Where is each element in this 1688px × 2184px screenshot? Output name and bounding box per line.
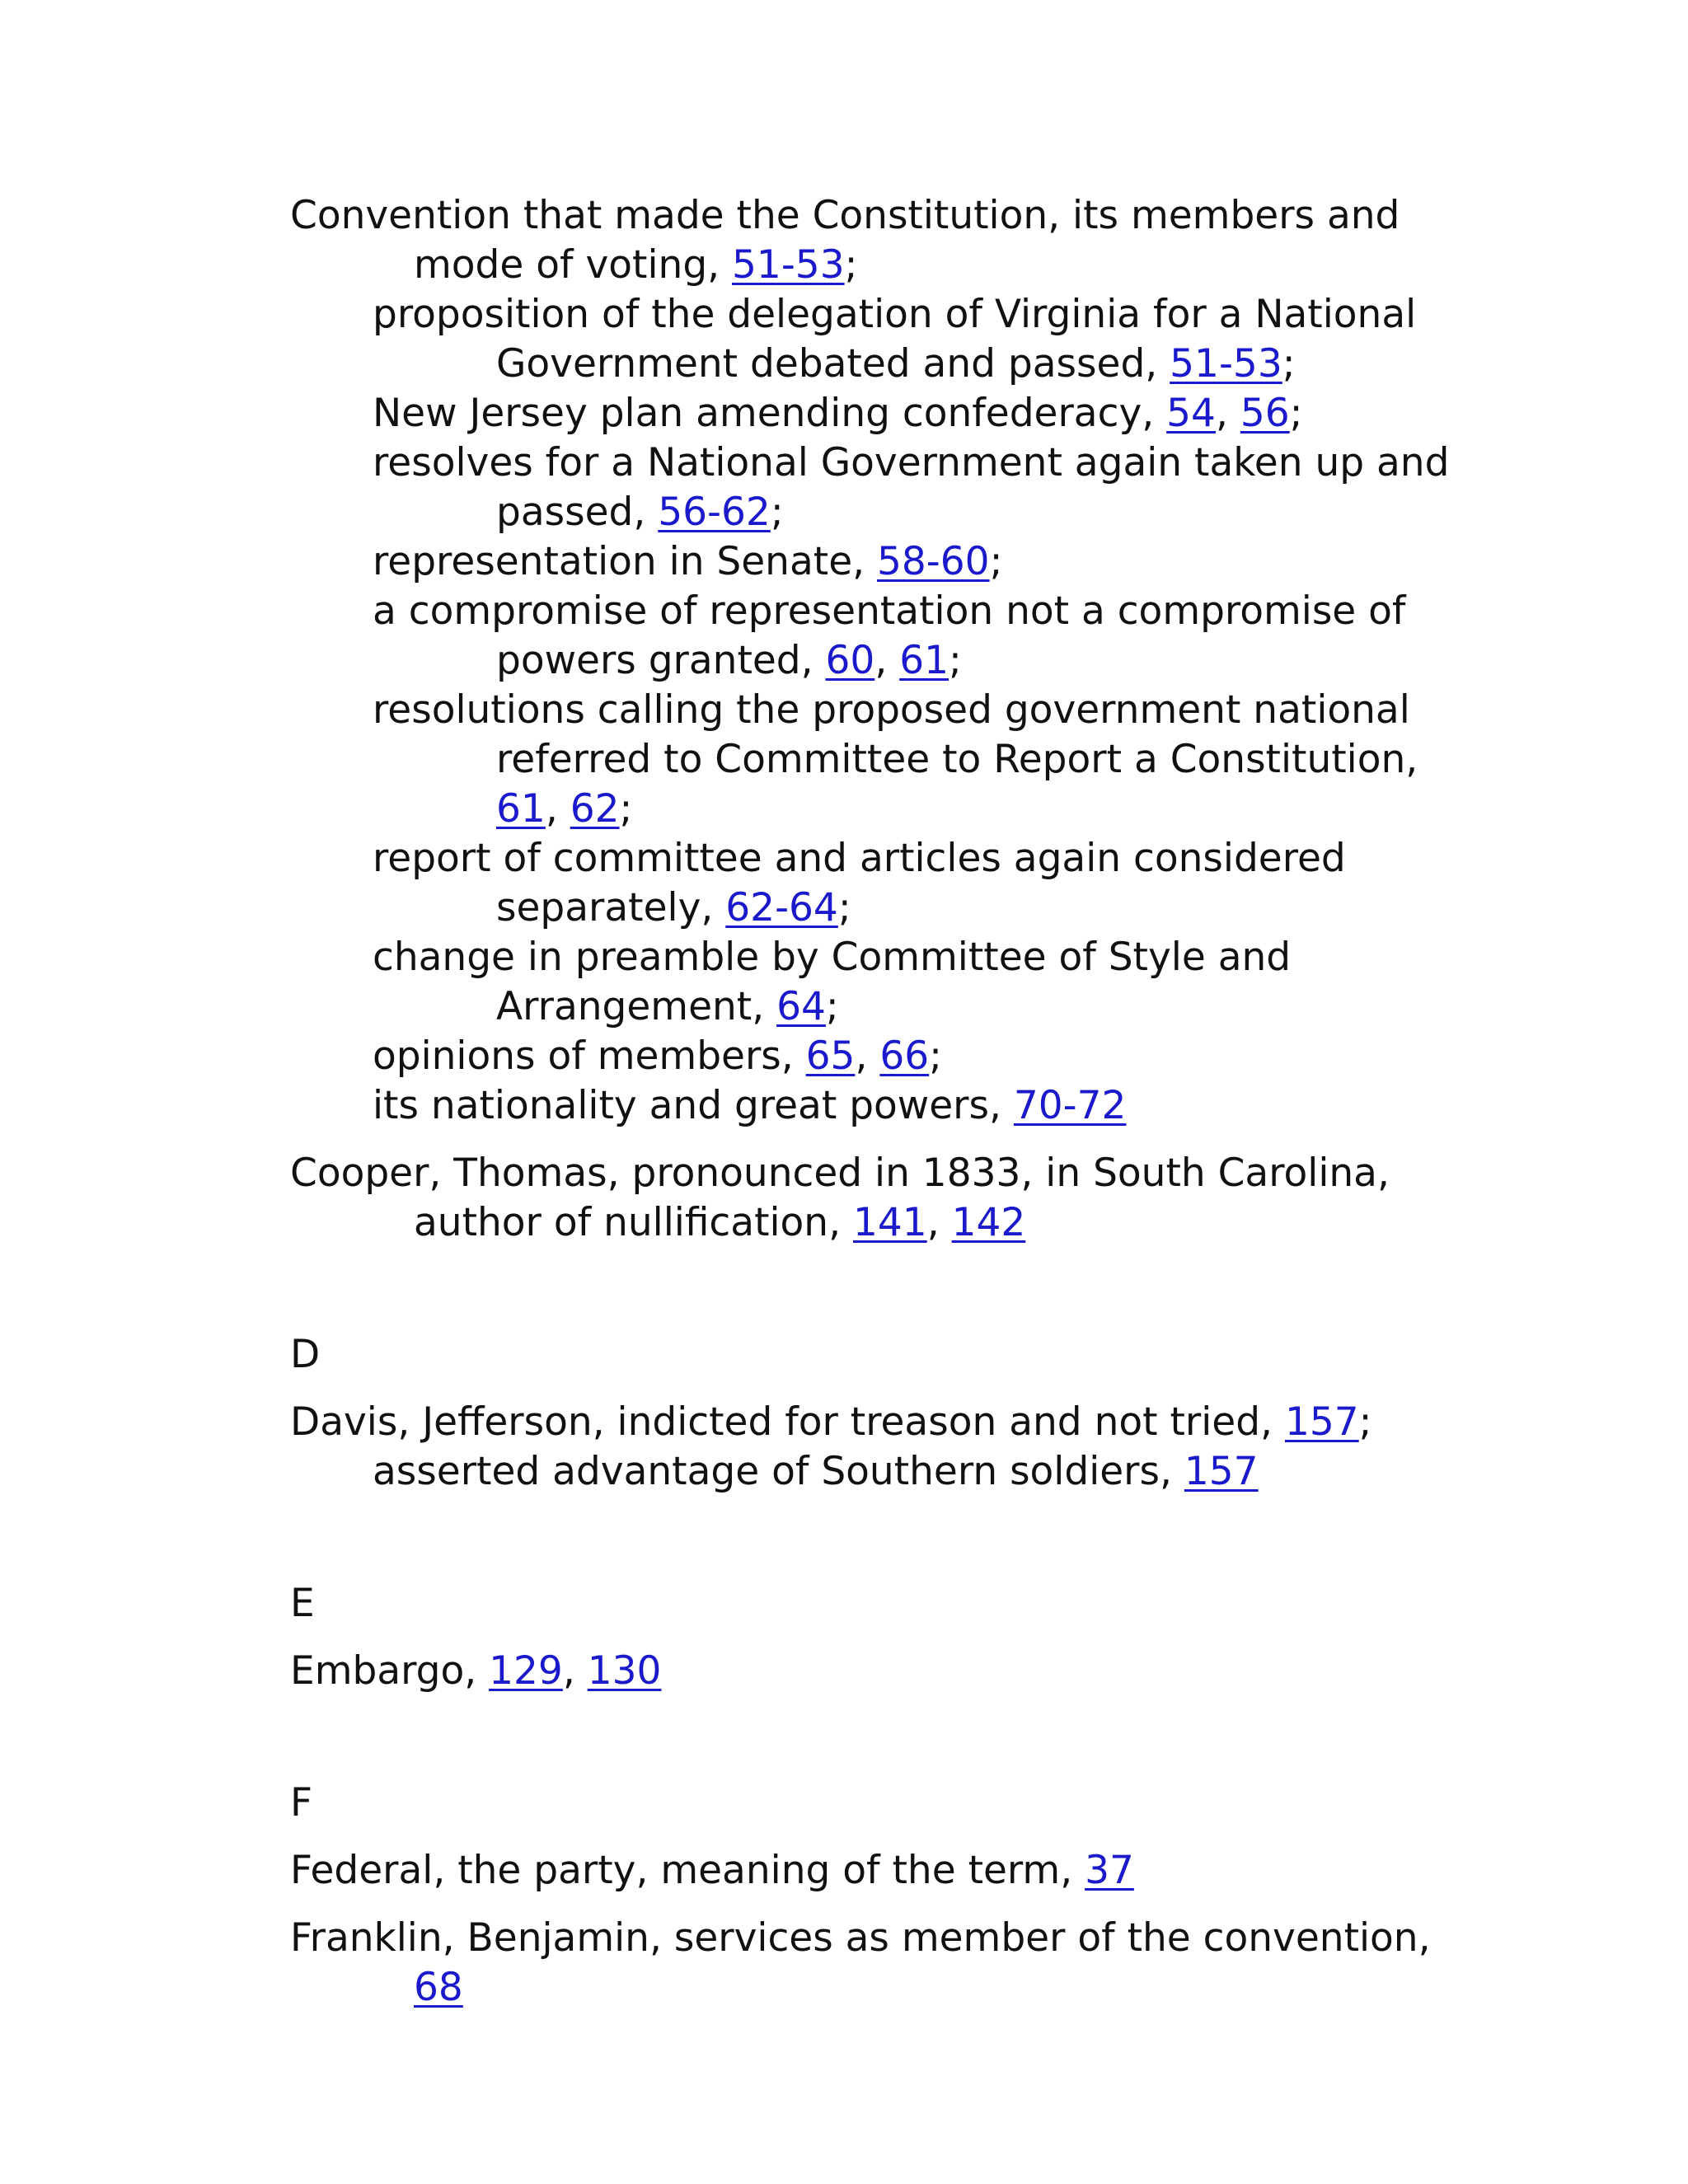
index-subentry (290, 686, 1485, 834)
page-link[interactable]: 56 (1240, 391, 1290, 436)
page-link[interactable]: 58-60 (877, 539, 990, 584)
entry-text: its nationality and great powers, (373, 1083, 1014, 1128)
entry-text: representation in Senate, (373, 539, 877, 584)
entry-text: resolves for a National Government again taken up and passed, (373, 440, 1450, 535)
index-subentry (290, 1447, 1485, 1497)
entry-text: Cooper, Thomas, pronounced in 1833, in South Carolina, author of nullification, (290, 1151, 1390, 1245)
index-entry (290, 1846, 1485, 1896)
page-link[interactable]: 68 (414, 1965, 463, 2010)
entry-terminator: ; (837, 885, 851, 930)
entry-terminator: ; (844, 242, 858, 288)
entry-text: report of committee and articles again considered separately, (373, 836, 1346, 930)
index-entry (290, 1914, 1485, 2013)
section-letter-d: D (290, 1332, 321, 1377)
page-link[interactable]: 62 (570, 786, 620, 832)
entry-terminator: ; (1358, 1399, 1372, 1445)
entry-text: proposition of the delegation of Virginia for a National Government debated and passed, (373, 292, 1417, 387)
entry-text: change in preamble by Committee of Style and Arrangement, (373, 935, 1292, 1029)
index-subentry (290, 933, 1485, 1032)
page-link[interactable]: 142 (951, 1200, 1026, 1245)
page-link[interactable]: 157 (1284, 1399, 1359, 1445)
page-link[interactable]: 64 (776, 984, 826, 1029)
page-link[interactable]: 141 (852, 1200, 927, 1245)
link-separator: , (545, 786, 570, 832)
page-link[interactable]: 61 (899, 638, 950, 683)
entry-text: opinions of members, (373, 1033, 806, 1079)
entry-text: a compromise of representation not a compromise of powers granted, (373, 588, 1406, 683)
page-link[interactable]: 62-64 (725, 885, 838, 930)
entry-text: Franklin, Benjamin, services as member of the convention, (290, 1915, 1431, 1961)
page-link[interactable]: 129 (489, 1648, 563, 1694)
page-link[interactable]: 65 (805, 1033, 856, 1079)
index-subentry (290, 834, 1485, 933)
index-subentry (290, 438, 1485, 537)
page-link[interactable]: 60 (825, 638, 875, 683)
entry-terminator: ; (989, 539, 1003, 584)
section-letter-f: F (290, 1780, 313, 1825)
index-subentry (290, 389, 1485, 438)
page-link[interactable]: 70-72 (1013, 1083, 1127, 1128)
link-separator: , (855, 1033, 880, 1079)
page-link[interactable]: 37 (1085, 1848, 1134, 1893)
entry-text: Davis, Jefferson, indicted for treason and not tried, (290, 1399, 1285, 1445)
link-separator: , (874, 638, 900, 683)
entry-terminator: ; (619, 786, 633, 832)
page-link[interactable]: 51-53 (732, 242, 845, 288)
entry-terminator: ; (825, 984, 839, 1029)
entry-text: Embargo, (290, 1648, 490, 1694)
index-list (290, 191, 1485, 2013)
page-link[interactable]: 54 (1166, 391, 1216, 436)
index-subentry (290, 290, 1485, 389)
section-letter-e: E (290, 1581, 315, 1626)
page-link[interactable]: 61 (496, 786, 546, 832)
index-entry (290, 191, 1485, 290)
page-link[interactable]: 66 (879, 1033, 930, 1079)
page-link[interactable]: 157 (1184, 1449, 1259, 1494)
entry-text: asserted advantage of Southern soldiers, (373, 1449, 1184, 1494)
link-separator: , (1215, 391, 1240, 436)
index-subentry (290, 1081, 1485, 1131)
entry-text: New Jersey plan amending confederacy, (373, 391, 1167, 436)
index-subentry (290, 1032, 1485, 1081)
index-subentry (290, 587, 1485, 686)
entry-text: resolutions calling the proposed government national referred to Committee to Report a Constitution, (373, 687, 1418, 782)
entry-terminator: ; (949, 638, 962, 683)
entry-terminator: ; (1282, 341, 1296, 387)
page-link[interactable]: 130 (587, 1648, 662, 1694)
index-subentry (290, 537, 1485, 587)
link-separator: , (926, 1200, 952, 1245)
entry-text: Convention that made the Constitution, its members and mode of voting, (290, 193, 1400, 288)
link-separator: , (562, 1648, 588, 1694)
index-entry (290, 1149, 1485, 1248)
entry-text: Federal, the party, meaning of the term, (290, 1848, 1085, 1893)
page-link[interactable]: 51-53 (1170, 341, 1282, 387)
entry-terminator: ; (770, 490, 784, 535)
entry-terminator: ; (929, 1033, 942, 1079)
entry-terminator: ; (1289, 391, 1303, 436)
page-link[interactable]: 56-62 (658, 490, 771, 535)
index-entry (290, 1398, 1485, 1447)
index-entry (290, 1647, 1485, 1696)
